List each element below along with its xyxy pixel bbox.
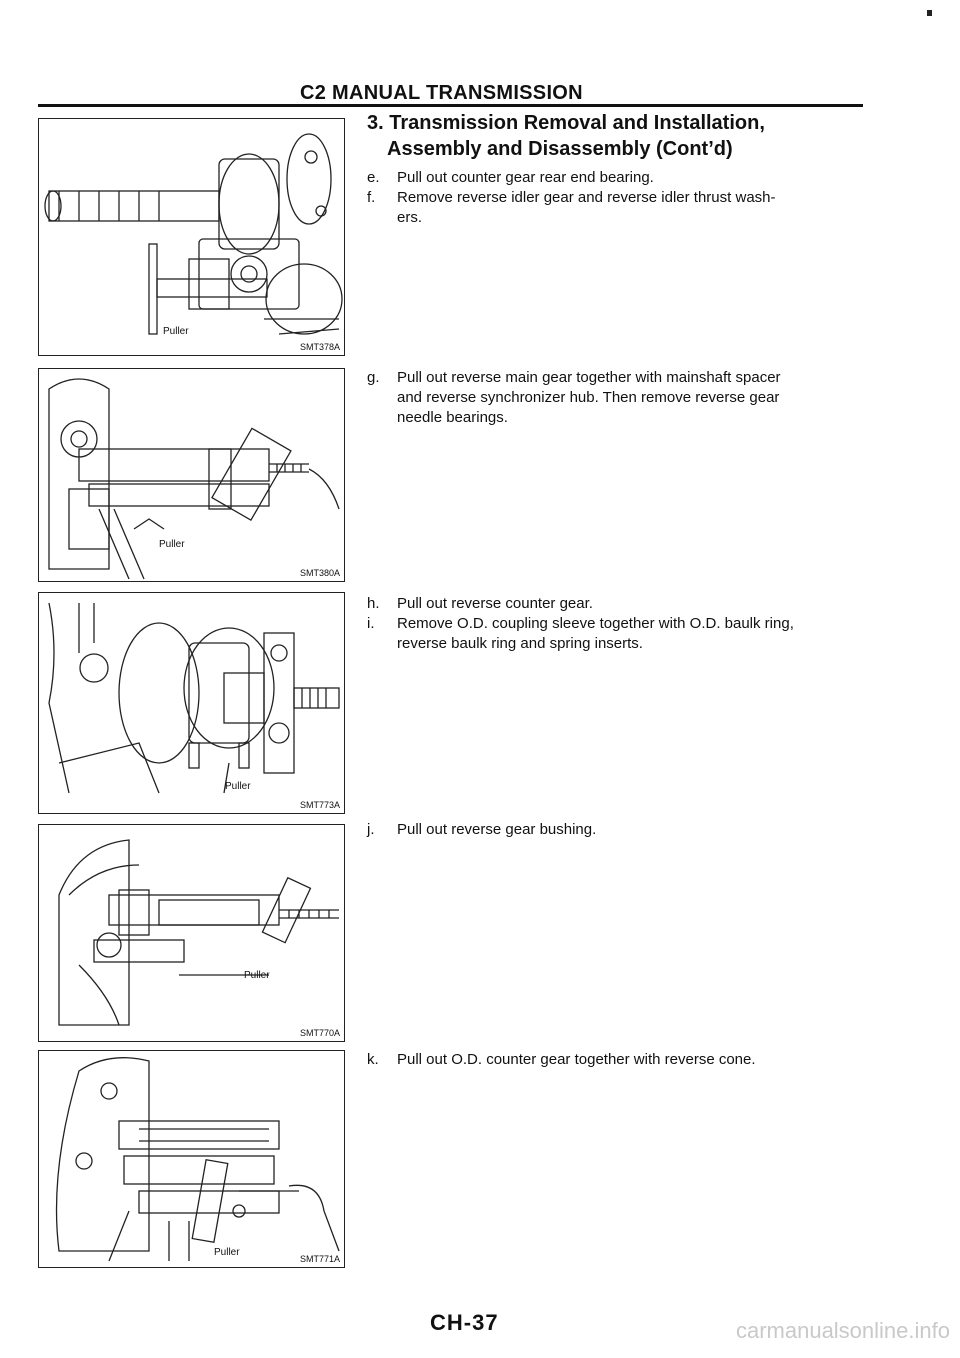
step-letter: g. [367, 369, 380, 386]
step-letter: e. [367, 169, 380, 186]
section-title-line2: Assembly and Disassembly (Cont’d) [387, 138, 733, 160]
section-title [367, 110, 765, 162]
step-text-cont: reverse baulk ring and spring inserts. [397, 635, 643, 652]
corner-mark [927, 10, 932, 16]
puller-label: Puller [163, 326, 189, 337]
step-text: Pull out counter gear rear end bearing. [397, 169, 654, 186]
header-rule [38, 104, 863, 107]
puller-label: Puller [159, 539, 185, 550]
page-number: CH-37 [430, 1310, 499, 1335]
step-text: Pull out reverse main gear together with mainshaft spacer [397, 369, 781, 386]
puller-label: Puller [244, 970, 270, 981]
step-i [367, 614, 877, 654]
illustration-counter-gear-puller [39, 119, 345, 356]
illustration-reverse-gear-bushing-puller [39, 825, 345, 1042]
figure-smt770a [38, 824, 345, 1042]
step-text: Pull out reverse counter gear. [397, 595, 593, 612]
step-f [367, 188, 877, 228]
figure-code: SMT773A [299, 800, 340, 810]
puller-label: Puller [225, 781, 251, 792]
illustration-reverse-counter-gear-puller [39, 593, 345, 814]
step-text-cont: needle bearings. [397, 409, 508, 426]
section-title-line1: 3. Transmission Removal and Installation, [367, 112, 765, 134]
page-header-title: C2 MANUAL TRANSMISSION [300, 82, 583, 104]
figure-smt380a [38, 368, 345, 582]
figure-code: SMT378A [299, 342, 340, 352]
step-letter: i. [367, 615, 375, 632]
step-j [367, 820, 877, 840]
puller-label: Puller [214, 1247, 240, 1258]
step-text: Pull out O.D. counter gear together with reverse cone. [397, 1051, 756, 1068]
step-k [367, 1050, 877, 1070]
step-text: Remove reverse idler gear and reverse idler thrust wash- [397, 189, 776, 206]
watermark: carmanualsonline.info [735, 1318, 950, 1343]
step-text-cont: and reverse synchronizer hub. Then remove reverse gear [397, 389, 780, 406]
figure-smt773a [38, 592, 345, 814]
step-letter: k. [367, 1051, 379, 1068]
illustration-od-counter-gear-puller [39, 1051, 345, 1268]
step-text: Pull out reverse gear bushing. [397, 821, 597, 838]
step-letter: h. [367, 595, 380, 612]
step-text: Remove O.D. coupling sleeve together with O.D. baulk ring, [397, 615, 794, 632]
figure-smt771a [38, 1050, 345, 1268]
illustration-reverse-main-gear-puller [39, 369, 345, 582]
figure-code: SMT770A [299, 1028, 340, 1038]
step-h [367, 594, 877, 614]
step-letter: f. [367, 189, 376, 206]
figure-code: SMT380A [299, 568, 340, 578]
step-letter: j. [367, 821, 375, 838]
step-e [367, 168, 877, 188]
step-g [367, 368, 877, 428]
figure-smt378a [38, 118, 345, 356]
figure-code: SMT771A [299, 1254, 340, 1264]
step-text-cont: ers. [397, 209, 423, 226]
